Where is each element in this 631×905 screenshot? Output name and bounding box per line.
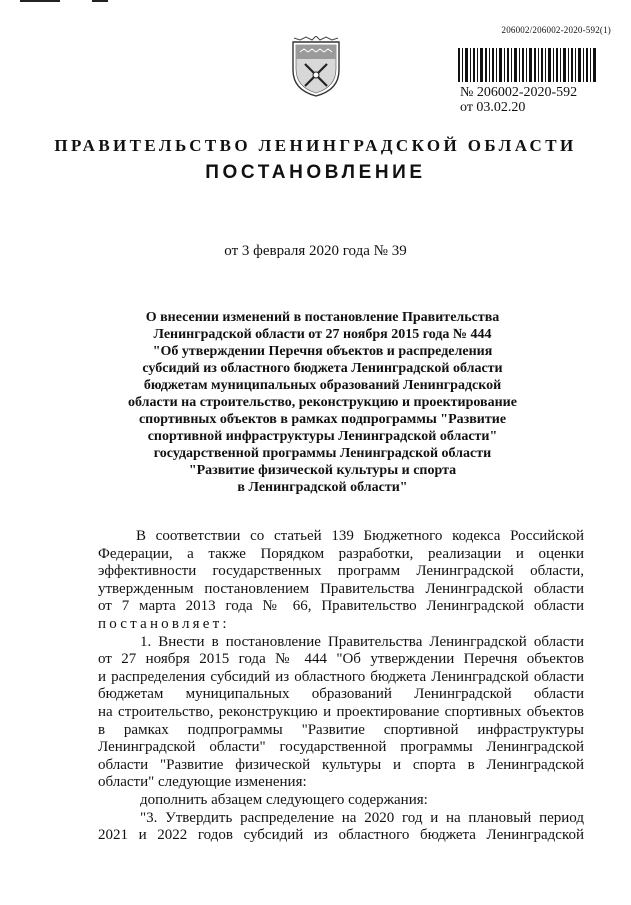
subject-line: О внесении изменений в постановление Правительства: [145, 310, 500, 325]
body-line: утвержденным постановлением Правительства Ленинградской области: [98, 580, 584, 597]
body-line: дополнить абзацем следующего содержания:: [140, 791, 428, 808]
registration-date: от 03.02.20: [460, 100, 526, 115]
scan-edge-mark-right: [92, 0, 108, 2]
body-line: и распределения субсидий из областного бюджета Ленинградской области: [98, 668, 584, 685]
body-line: эффективности государственных программ Ленинградской области,: [98, 563, 584, 580]
subject-line: бюджетам муниципальных образований Ленинградской: [143, 378, 502, 393]
subject-line: Ленинградской области от 27 ноября 2015 года № 444: [153, 327, 492, 342]
subject-line: "Об утверждении Перечня объектов и распределения: [152, 344, 493, 359]
subject-line: спортивных объектов в рамках подпрограммы "Развитие: [138, 412, 507, 427]
body-line: "3. Утвердить распределение на 2020 год и на плановый период: [140, 809, 584, 826]
body-line: В соответствии со статьей 139 Бюджетного кодекса Российской: [136, 528, 584, 544]
body-line: 2021 и 2022 годов субсидий из областного бюджета Ленинградской: [98, 827, 584, 844]
body-line: на строительство, реконструкцию и проектирование спортивных объектов: [98, 703, 584, 720]
scan-edge-mark-left: [20, 0, 60, 2]
subject-line: "Развитие физической культуры и спорта: [188, 463, 457, 478]
body-line: Ленинградской области" государственной программы Ленинградской: [98, 739, 584, 756]
subject-line: субсидий из областного бюджета Ленинградской области: [142, 361, 503, 376]
subject-line: спортивной инфраструктуры Ленинградской области": [147, 429, 498, 444]
government-title: ПРАВИТЕЛЬСТВО ЛЕНИНГРАДСКОЙ ОБЛАСТИ: [54, 136, 577, 155]
body-line: постановляет:: [98, 615, 230, 632]
body-line: в рамках подпрограммы "Развитие спортивной инфраструктуры: [98, 721, 584, 738]
body-line: от 7 марта 2013 года № 66, Правительство Ленинградской области: [98, 598, 584, 615]
body-line: от 27 ноября 2015 года № 444 "Об утверждении Перечня объектов: [98, 651, 584, 668]
body-line: Федерации, а также Порядком разработки, реализации и оценки: [98, 545, 584, 562]
registration-number: № 206002-2020-592: [460, 85, 578, 100]
subject-line: государственной программы Ленинградской области: [153, 446, 492, 461]
document-body: [98, 528, 584, 845]
body-line: области "Развитие физической культуры и спорта в Ленинградской: [98, 756, 584, 773]
body-line: бюджетам муниципальных образований Ленинградской области: [98, 686, 584, 703]
subject-line: области на строительство, реконструкцию и проектирование: [128, 395, 517, 410]
document-code: 206002/206002-2020-592(1): [501, 25, 611, 35]
coat-of-arms-icon: [290, 36, 342, 98]
document-date-number: от 3 февраля 2020 года № 39: [224, 243, 407, 259]
subject-line: в Ленинградской области": [237, 480, 408, 495]
body-line: области" следующие изменения:: [98, 774, 307, 791]
barcode-icon: [458, 48, 598, 82]
registration-block: [460, 85, 577, 115]
document-type: ПОСТАНОВЛЕНИЕ: [205, 162, 426, 183]
body-line: 1. Внести в постановление Правительства Ленинградской области: [140, 633, 584, 650]
document-subject: [110, 309, 535, 496]
